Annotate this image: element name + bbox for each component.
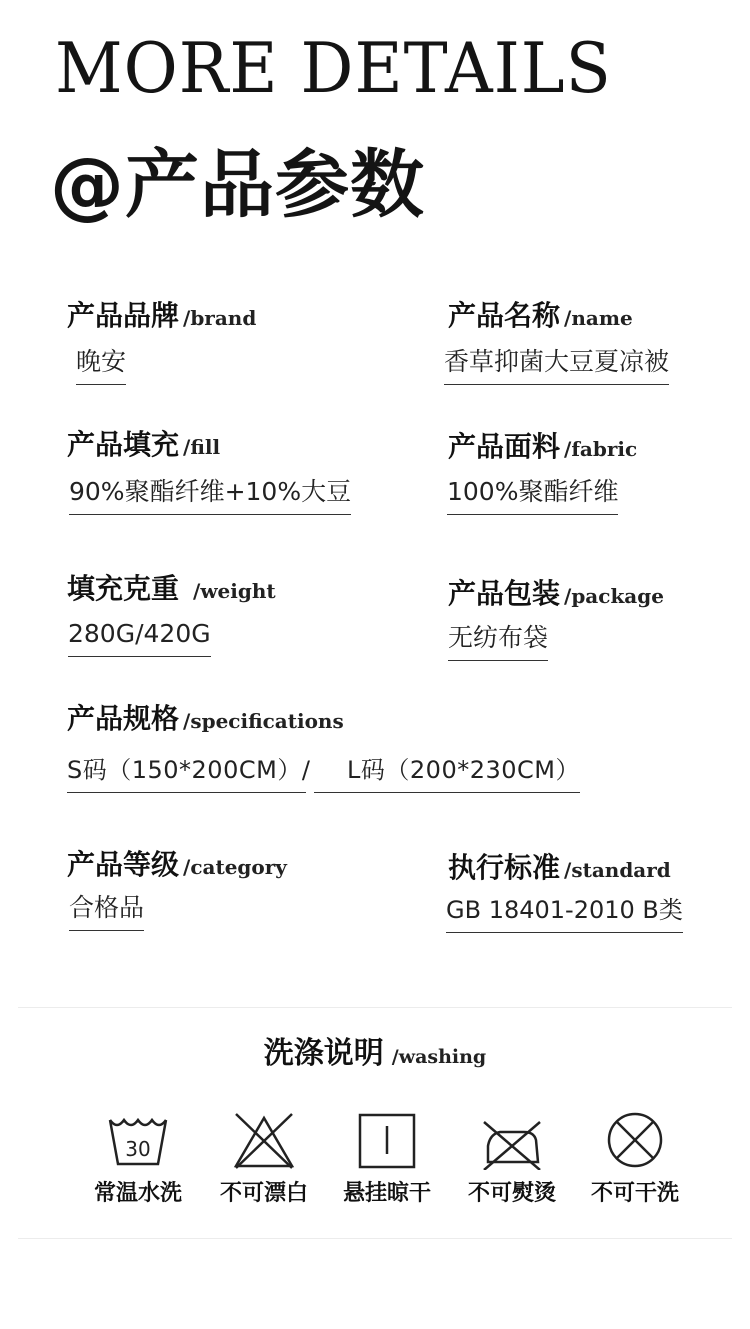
name-label: 产品名称 /name	[448, 299, 633, 332]
page-title-cn: @产品参数	[50, 142, 425, 228]
hang-dry-label: 悬挂晾干	[342, 1181, 431, 1206]
standard-label: 执行标准 /standard	[448, 851, 671, 884]
brand-label: 产品品牌 /brand	[67, 299, 257, 332]
package-label: 产品包装 /package	[448, 577, 664, 610]
fabric-label: 产品面料 /fabric	[448, 430, 638, 463]
wash-30-icon	[106, 1112, 170, 1170]
category-value: 合格品	[69, 892, 144, 931]
no-dry-clean-item	[575, 1112, 695, 1207]
spec-l-value: L码（200*230CM）	[314, 754, 580, 793]
wash-30-item	[78, 1112, 198, 1207]
standard-value: GB 18401-2010 B类	[446, 894, 683, 933]
weight-value: 280G/420G	[68, 618, 211, 657]
weight-label: 填充克重 /weight	[67, 572, 276, 605]
hang-dry-icon	[355, 1112, 419, 1170]
no-bleach-label: 不可漂白	[219, 1181, 308, 1206]
page-title-en: MORE DETAILS	[55, 28, 612, 109]
specifications-label: 产品规格 /specifications	[67, 702, 344, 735]
no-dry-clean-label: 不可干洗	[590, 1181, 679, 1206]
brand-value: 晚安	[76, 346, 126, 385]
washing-title: 洗涤说明 /washing	[263, 1036, 487, 1071]
section-divider-top	[18, 1007, 732, 1008]
no-dry-clean-icon	[603, 1112, 667, 1170]
category-label: 产品等级 /category	[67, 848, 287, 881]
section-divider-bottom	[18, 1238, 732, 1239]
package-value: 无纺布袋	[448, 622, 548, 661]
no-bleach-icon	[232, 1112, 296, 1170]
no-bleach-item	[204, 1112, 324, 1207]
wash-temp-text: 30	[125, 1137, 151, 1161]
no-iron-item	[452, 1112, 572, 1207]
hang-dry-item	[327, 1112, 447, 1207]
wash-30-label: 常温水洗	[93, 1181, 182, 1206]
fill-value: 90%聚酯纤维+10%大豆	[69, 476, 351, 515]
fabric-value: 100%聚酯纤维	[447, 476, 618, 515]
no-iron-icon	[480, 1112, 544, 1170]
spec-s-value: S码（150*200CM）/	[67, 754, 306, 793]
no-iron-label: 不可熨烫	[467, 1181, 556, 1206]
name-value: 香草抑菌大豆夏凉被	[444, 346, 669, 385]
fill-label: 产品填充 /fill	[67, 428, 221, 461]
